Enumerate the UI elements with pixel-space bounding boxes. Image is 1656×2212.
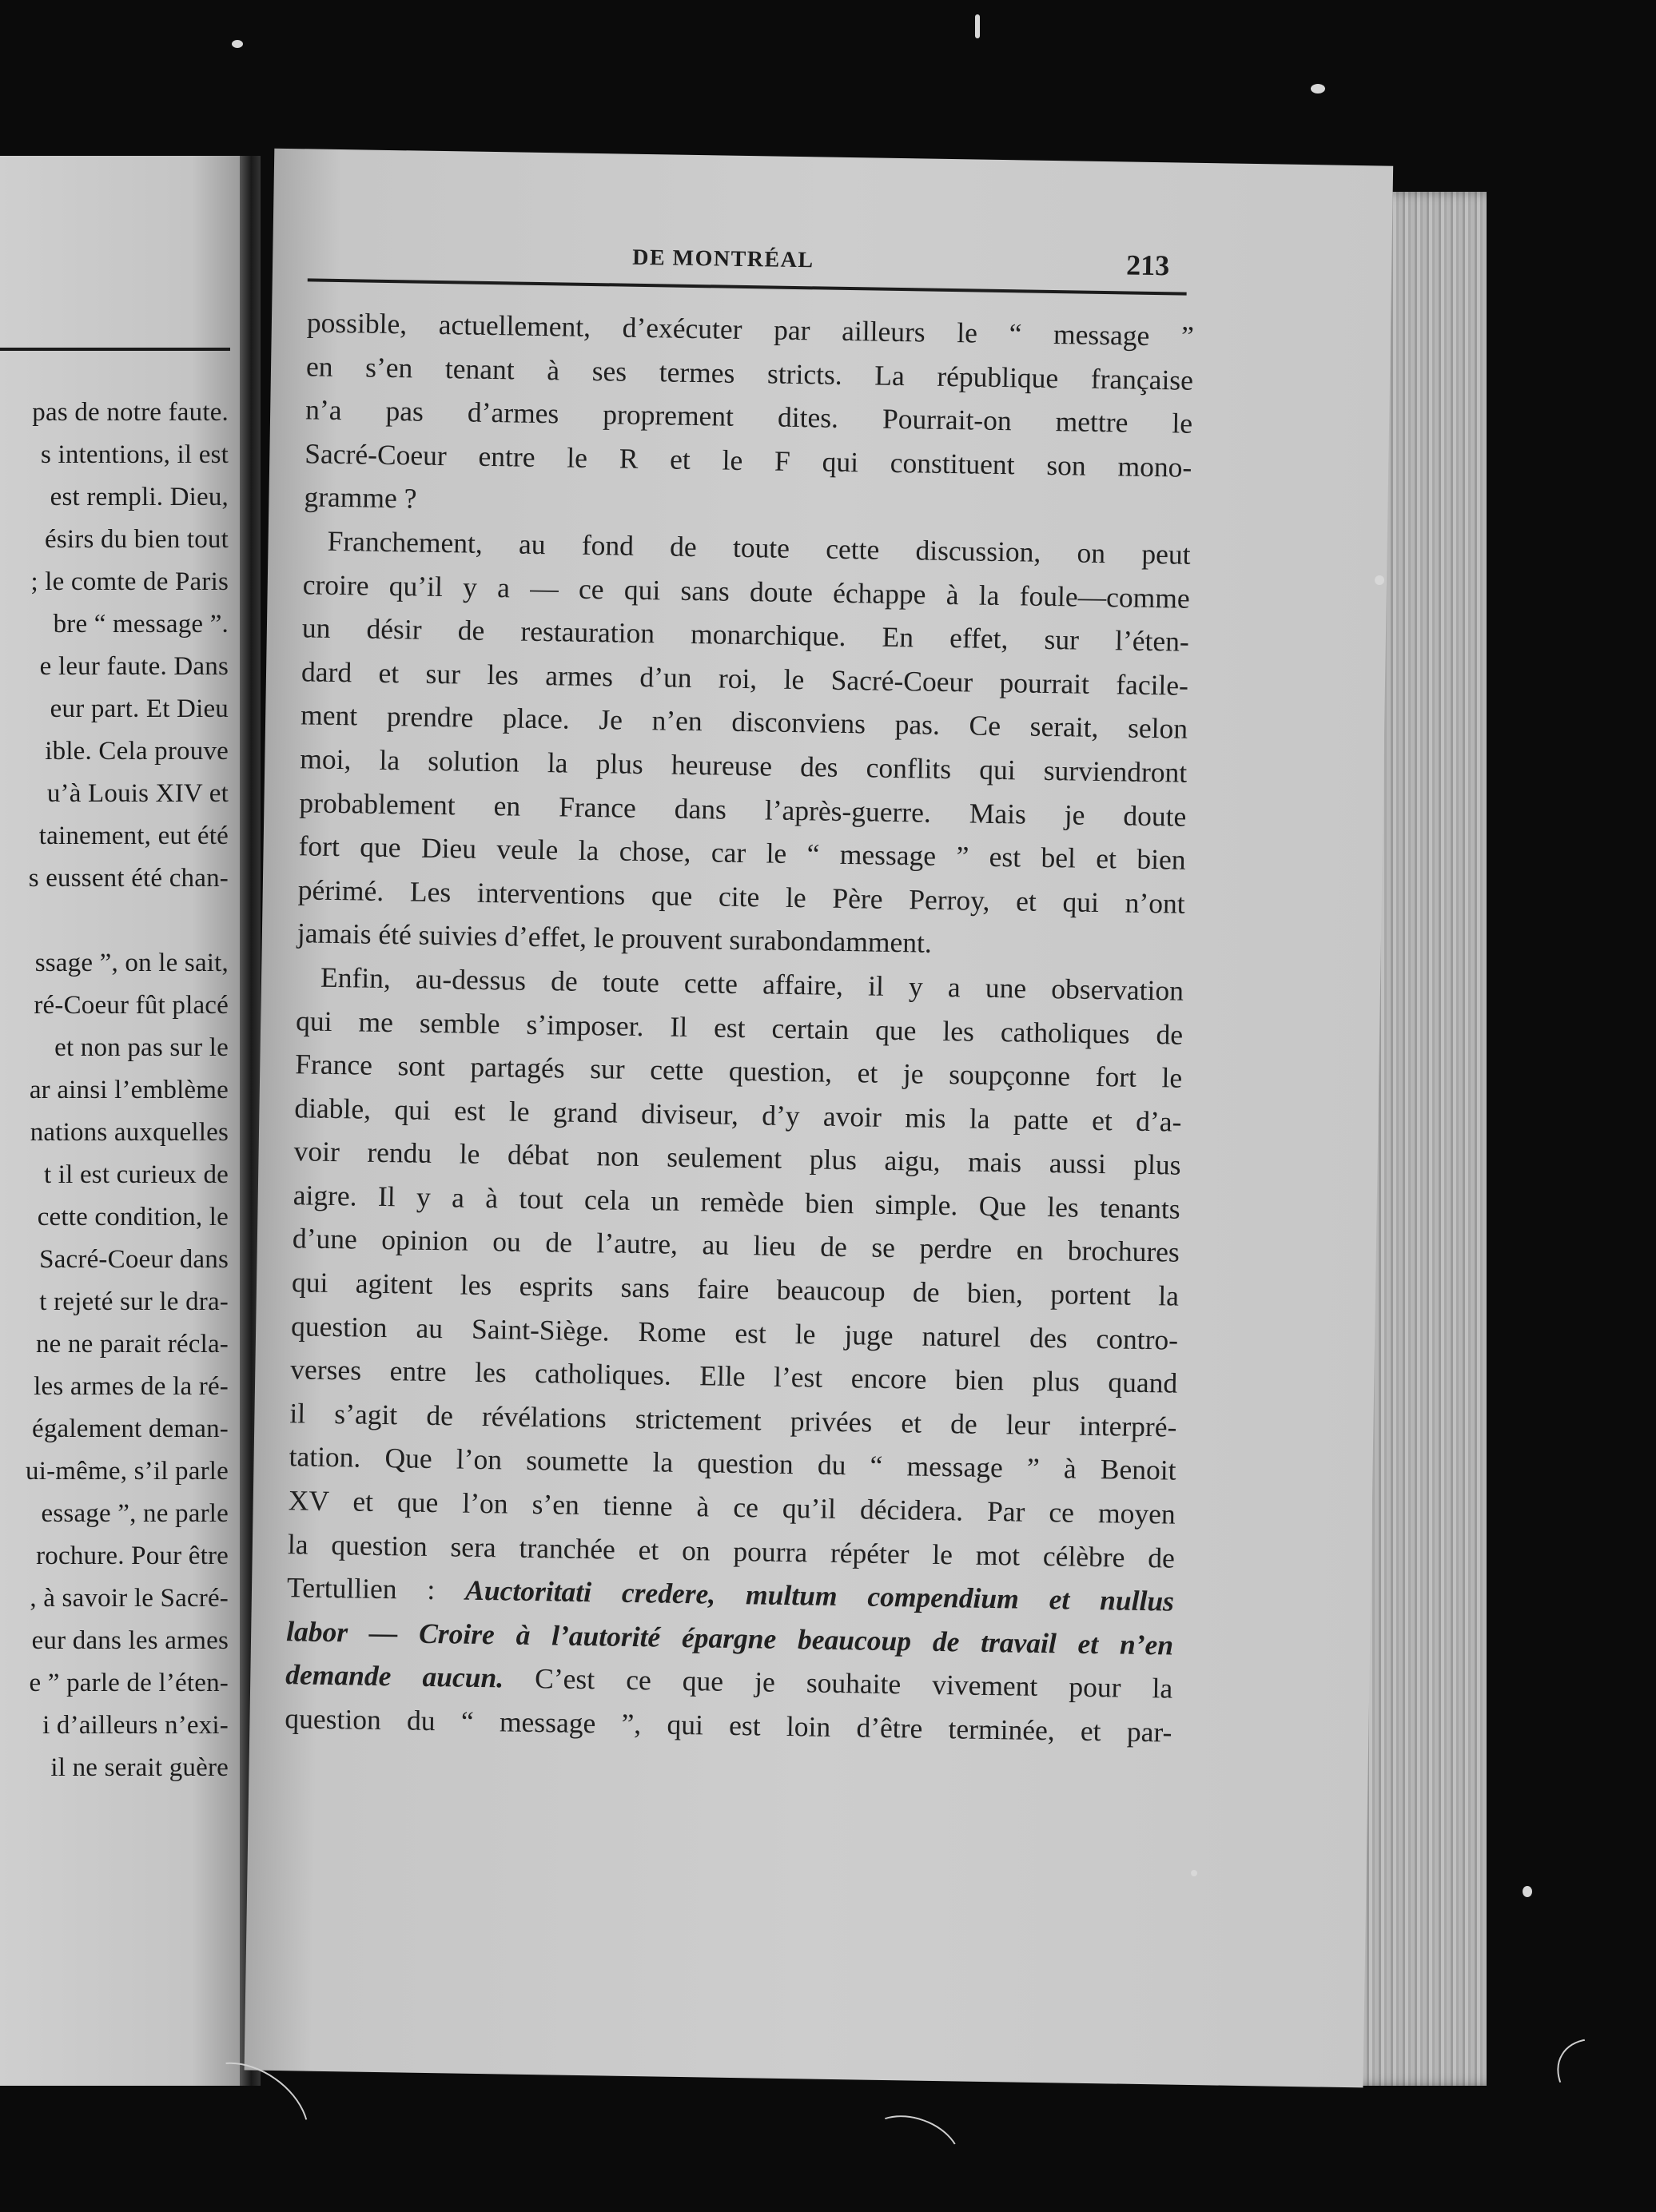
text-line: Sacré-Coeur entre le R et le F qui constituent son mono- — [305, 437, 1192, 483]
left-text-line: Sacré-Coeur dans — [39, 1245, 229, 1274]
left-text-line: ; le comte de Paris — [30, 567, 229, 596]
left-text-line: nations auxquelles — [30, 1118, 229, 1147]
film-speck — [232, 40, 243, 48]
left-text-line: et non pas sur le — [54, 1033, 229, 1062]
text-line: fort que Dieu veule la chose, car le “ message ” est bel et bien — [298, 830, 1186, 876]
film-speck — [1191, 1870, 1197, 1876]
running-head-title: DE MONTRÉAL — [632, 245, 814, 273]
left-text-line: s eussent été chan- — [28, 864, 229, 893]
left-text-line: tainement, eut été — [38, 822, 229, 850]
left-text-line: e leur faute. Dans — [39, 652, 229, 681]
left-text-line: pas de notre faute. — [32, 398, 229, 427]
text-line: Enfin, au-dessus de toute cette affaire, il y a une observation — [320, 961, 1184, 1007]
left-text-line: i d’ailleurs n’exi- — [42, 1711, 229, 1740]
left-text-line: rochure. Pour être — [36, 1542, 229, 1570]
running-head — [273, 240, 1200, 286]
text-line: XV et que l’on s’en tienne à ce qu’il décidera. Par ce moyen — [288, 1484, 1176, 1530]
left-text-line: ar ainsi l’emblème — [29, 1076, 229, 1104]
left-text-line: , à savoir le Sacré- — [30, 1584, 229, 1613]
text-line: un désir de restauration monarchique. En effet, sur l’éten- — [301, 611, 1190, 658]
left-text-line: ssage ”, on le sait, — [34, 949, 229, 977]
left-header-rule — [0, 348, 230, 351]
italic-quote: demande aucun. — [285, 1658, 504, 1694]
text-line: périmé. Les interventions que cite le Père Perroy, et qui n’ont — [297, 873, 1185, 920]
italic-quote: Auctoritati credere, multum compendium et nullus — [464, 1573, 1175, 1617]
left-text-line — [0, 900, 229, 942]
text-line: la question sera tranchée et on pourra répéter le mot célèbre de — [287, 1527, 1176, 1574]
text-line: qui agitent les esprits sans faire beaucoup de bien, portent la — [291, 1266, 1180, 1312]
text-line: n’a pas d’armes proprement dites. Pourrait-on mettre le — [305, 393, 1193, 440]
text-line: voir rendu le débat non seulement plus aigu, mais aussi plus — [293, 1135, 1181, 1181]
text-line: question au Saint-Siège. Rome est le juge naturel des contro- — [290, 1309, 1179, 1356]
film-speck — [1375, 575, 1384, 585]
left-text-line: bre “ message ”. — [53, 610, 229, 639]
text-line: probablement en France dans l’après-guerre. Mais je doute — [299, 786, 1187, 833]
text-line: diable, qui est le grand diviseur, d’y avoir mis la patte et d’a- — [294, 1091, 1182, 1138]
text-line: verses entre les catholiques. Elle l’est encore bien plus quand — [290, 1353, 1178, 1399]
text-line: France sont partagés sur cette question, et je soupçonne fort le — [295, 1048, 1183, 1094]
left-text-line: s intentions, il est — [41, 440, 229, 469]
left-text-line: u’à Louis XIV et — [46, 779, 229, 808]
left-text-line: t rejeté sur le dra- — [39, 1287, 229, 1316]
text-line: il s’agit de révélations strictement privées et de leur interpré- — [289, 1397, 1177, 1443]
text-line: Franchement, au fond de toute cette discussion, on peut — [327, 524, 1191, 571]
text-line: ment prendre place. Je n’en disconviens pas. Ce serait, selon — [300, 698, 1188, 746]
left-text-line: également deman- — [32, 1414, 229, 1443]
text-line: tation. Que l’on soumette la question du “ message ” à Benoit — [289, 1440, 1176, 1487]
text-line: croire qu’il y a — ce qui sans doute échappe à la foule—comme — [302, 567, 1190, 615]
left-text-line: ui-même, s’il parle — [26, 1457, 229, 1486]
text-line: aigre. Il y a à tout cela un remède bien simple. Que les tenants — [293, 1179, 1180, 1225]
text-fragment: Tertullien : — [286, 1571, 466, 1606]
film-speck — [1311, 84, 1325, 93]
italic-text-line: labor — Croire à l’autorité épargne beaucoup de travail et n’en — [285, 1614, 1174, 1661]
text-line: en s’en tenant à ses termes stricts. La république française — [305, 349, 1194, 396]
left-page — [0, 156, 240, 2086]
film-scratch — [854, 2103, 970, 2199]
left-text-line: il ne serait guère — [50, 1753, 229, 1782]
left-text-line: eur part. Et Dieu — [50, 694, 229, 723]
text-line: dard et sur les armes d’un roi, le Sacré-Coeur pourrait facile- — [301, 655, 1189, 702]
text-line: qui me semble s’imposer. Il est certain que les catholiques de — [295, 1004, 1184, 1051]
left-text-line: est rempli. Dieu, — [50, 483, 229, 511]
left-text-line: cette condition, le — [37, 1203, 229, 1231]
body-text — [285, 300, 1194, 1754]
left-text-line: ésirs du bien tout — [45, 525, 229, 554]
film-scratch — [1543, 2022, 1656, 2136]
page-number: 213 — [1125, 249, 1170, 282]
left-text-line: ible. Cela prouve — [45, 737, 229, 766]
left-text-line: e ” parle de l’éten- — [29, 1669, 229, 1697]
text-line: possible, actuellement, d’exécuter par ailleurs le “ message ” — [306, 306, 1195, 352]
film-speck — [1523, 1886, 1532, 1897]
text-line: gramme ? — [304, 480, 417, 515]
right-page — [245, 149, 1394, 2088]
text-line: d’une opinion ou de l’autre, au lieu de se perdre en brochures — [292, 1222, 1180, 1269]
left-text-line: eur dans les armes — [31, 1626, 229, 1655]
text-line: jamais été suivies d’effet, le prouvent surabondamment. — [297, 917, 933, 960]
left-text-line: ne ne parait récla- — [35, 1330, 229, 1359]
film-speck — [975, 14, 980, 38]
text-line: moi, la solution la plus heureuse des conflits qui surviendront — [300, 742, 1188, 789]
text-fragment: C’est ce que je souhaite vivement pour la — [503, 1661, 1173, 1705]
text-line: question du “ message ”, qui est loin d’être terminée, et par- — [285, 1702, 1172, 1749]
left-text-line: les armes de la ré- — [34, 1372, 229, 1401]
left-page-text — [0, 392, 229, 1789]
left-text-line: ré-Coeur fût placé — [34, 991, 229, 1020]
left-text-line: essage ”, ne parle — [41, 1499, 229, 1528]
left-text-line: t il est curieux de — [43, 1160, 229, 1189]
